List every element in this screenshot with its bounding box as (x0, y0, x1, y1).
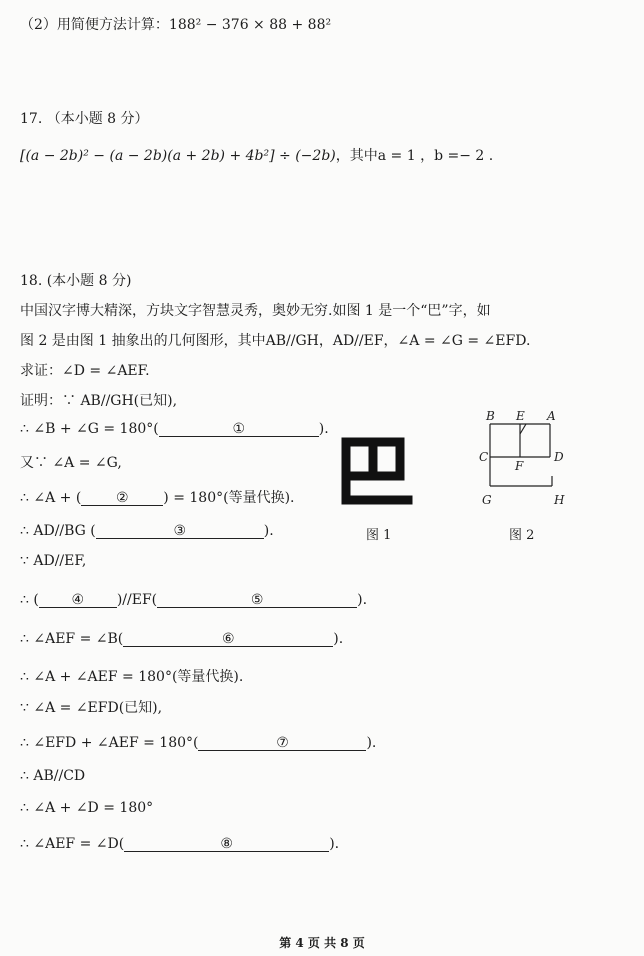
proof-step-4-text: ∴ AD//BG ( (20, 523, 96, 539)
fig2-label-C: C (479, 450, 489, 464)
proof-step-0: 证明：∵ AB//GH(已知), (20, 393, 178, 409)
fig2-label-D: D (554, 450, 564, 464)
blank-2-marker: ② (116, 490, 129, 506)
q18-para-1: 中国汉字博大精深，方块文字智慧灵秀，奥妙无穷.如图 1 是一个“巴”字，如 (20, 303, 491, 319)
proof-step-13 (20, 836, 339, 852)
fig2-label-B: B (486, 409, 495, 423)
figure-1-caption: 图 1 (366, 528, 392, 543)
blank-2[interactable] (81, 490, 163, 506)
proof-step-10-text: ∴ ∠EFD + ∠AEF = 180°( (20, 735, 199, 751)
proof-step-12: ∴ ∠A + ∠D = 180° (20, 800, 154, 816)
proof-step-3-end: ) = 180°(等量代换). (163, 490, 295, 506)
proof-step-4 (20, 523, 274, 539)
blank-5[interactable] (157, 592, 357, 608)
blank-6[interactable] (123, 631, 333, 647)
figure-1-ba-character (336, 432, 416, 512)
q18-prove: 求证：∠D = ∠AEF. (20, 363, 150, 379)
proof-step-11: ∴ AB//CD (20, 768, 86, 784)
blank-5-marker: ⑤ (250, 592, 264, 608)
proof-step-6-text: ∴ ( (20, 592, 39, 608)
proof-step-3 (20, 487, 295, 507)
q17-condition: ，其中a = 1 ，b =− 2 . (335, 148, 494, 164)
blank-8[interactable] (124, 836, 329, 852)
page-footer: 第 4 页 共 8 页 (279, 936, 365, 950)
q18-para-2: 图 2 是由图 1 抽象出的几何图形，其中AB//GH，AD//EF，∠A = ∠G = ∠EFD. (20, 333, 531, 349)
fig2-label-E: E (516, 409, 525, 423)
proof-step-13-end: ). (329, 836, 340, 852)
blank-7[interactable] (198, 735, 366, 751)
figure-2-geometry (472, 404, 572, 514)
q17-expr: [(a − 2b)² − (a − 2b)(a + 2b) + 4b²] ÷ (−2b) (20, 148, 336, 164)
blank-3[interactable] (96, 523, 264, 539)
fig2-label-F: F (515, 459, 524, 473)
q16-label: （2）用简便方法计算： (20, 17, 169, 33)
fig2-label-G: G (482, 493, 492, 507)
proof-step-6 (20, 592, 367, 608)
proof-step-7 (20, 631, 343, 647)
blank-6-marker: ⑥ (221, 631, 235, 647)
proof-step-7-end: ). (333, 631, 344, 647)
proof-step-13-text: ∴ ∠AEF = ∠D( (20, 836, 125, 852)
proof-step-6-mid: )//EF( (116, 592, 158, 608)
blank-3-marker: ③ (173, 523, 187, 539)
proof-step-4-end: ). (263, 523, 274, 539)
proof-step-3-text: ∴ ∠A + ( (20, 490, 82, 506)
q17-title: 17. （本小题 8 分） (20, 111, 149, 127)
blank-4[interactable] (39, 592, 117, 608)
proof-step-7-text: ∴ ∠AEF = ∠B( (20, 631, 124, 647)
blank-1-marker: ① (232, 421, 246, 437)
proof-step-1-text: ∴ ∠B + ∠G = 180°( (20, 421, 159, 437)
proof-step-10 (20, 735, 376, 751)
figure-2-caption: 图 2 (509, 528, 535, 543)
blank-4-marker: ④ (71, 592, 85, 608)
q16-line (20, 14, 331, 34)
proof-step-8: ∴ ∠A + ∠AEF = 180°(等量代换). (20, 669, 244, 685)
proof-step-1-end: ). (318, 421, 329, 437)
proof-step-2: 又∵ ∠A = ∠G, (20, 455, 122, 471)
blank-8-marker: ⑧ (220, 836, 233, 852)
fig2-label-A: A (547, 409, 556, 423)
q18-title: 18. (本小题 8 分) (20, 273, 132, 289)
proof-step-1 (20, 421, 329, 437)
blank-1[interactable] (159, 421, 319, 437)
fig2-label-H: H (554, 493, 565, 507)
proof-step-5: ∵ AD//EF, (20, 553, 87, 569)
proof-step-9: ∵ ∠A = ∠EFD(已知), (20, 700, 163, 716)
q17-line (20, 145, 493, 165)
proof-step-6-end: ). (357, 592, 368, 608)
proof-step-10-end: ). (366, 735, 377, 751)
q16-expr: 188² − 376 × 88 + 88² (168, 17, 332, 33)
blank-7-marker: ⑦ (276, 735, 289, 751)
